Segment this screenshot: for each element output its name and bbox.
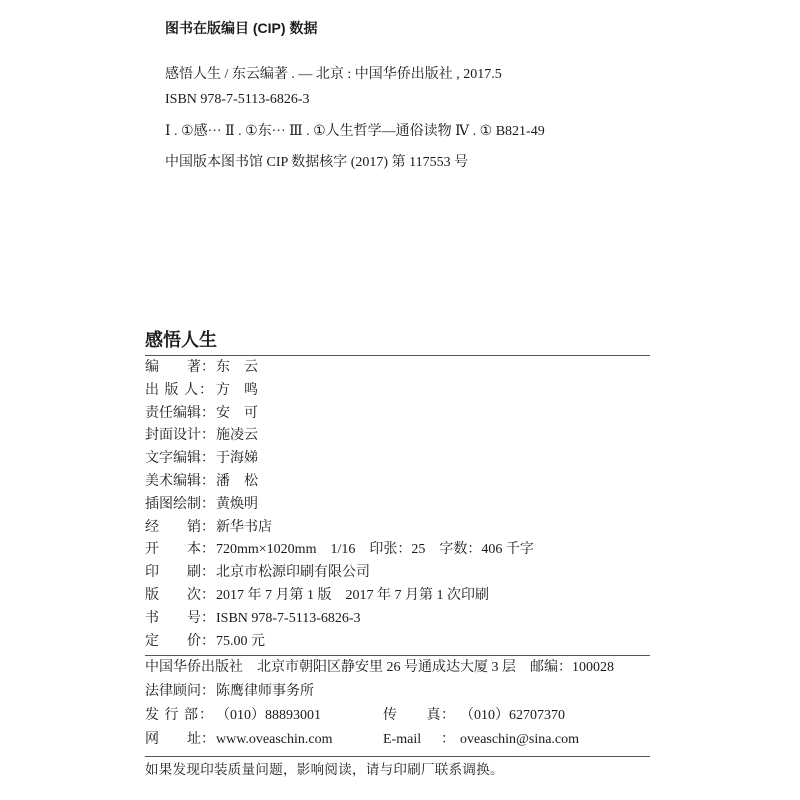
publisher-address: 中国华侨出版社 北京市朝阳区静安里 26 号通成达大厦 3 层 邮编：100028 xyxy=(145,660,614,675)
contact-web-row xyxy=(145,728,650,752)
credit-label: 插图绘制： xyxy=(145,496,215,512)
book-title: 感悟人生 xyxy=(145,330,217,350)
credit-label: 经 销： xyxy=(145,519,215,535)
credit-row-art-editor xyxy=(145,471,650,494)
credit-value: 潘 松 xyxy=(216,473,258,489)
credit-value: ISBN 978-7-5113-6826-3 xyxy=(216,610,361,626)
credit-value: 新华书店 xyxy=(216,519,272,535)
credit-value: 东 云 xyxy=(216,360,258,375)
credit-row-illustrator xyxy=(145,494,650,517)
credit-label: 开 本： xyxy=(145,542,215,558)
credit-value: 于海娣 xyxy=(216,451,258,467)
credit-label: 美术编辑： xyxy=(145,473,215,489)
credit-value: 方 鸣 xyxy=(216,382,258,398)
cip-verification-line: 中国版本图书馆 CIP 数据核字 (2017) 第 117553 号 xyxy=(165,155,469,170)
sales-dept-phone: （010）88893001 xyxy=(216,708,321,723)
fax-value: （010）62707370 xyxy=(460,708,565,723)
credit-value: 黄焕明 xyxy=(216,496,258,512)
email-label: E-mail： xyxy=(383,732,455,747)
cip-heading: 图书在版编目 (CIP) 数据 xyxy=(165,20,318,36)
credit-value: 安 可 xyxy=(216,405,258,421)
credit-value: 720mm×1020mm 1/16 印张：25 字数：406 千字 xyxy=(216,542,534,558)
credit-row-publisher-person xyxy=(145,380,650,403)
email-group xyxy=(383,728,579,752)
publisher-info xyxy=(145,656,650,752)
credit-label: 责任编辑： xyxy=(145,405,215,421)
credit-row-editor xyxy=(145,403,650,426)
credit-label: 出 版 人： xyxy=(145,382,213,398)
credit-label: 版 次： xyxy=(145,587,215,603)
publisher-address-row xyxy=(145,656,650,680)
credit-label: 定 价： xyxy=(145,633,215,649)
credit-row-text-editor xyxy=(145,448,650,471)
title-divider xyxy=(145,355,650,356)
credit-label: 文字编辑： xyxy=(145,451,215,467)
credit-row-author xyxy=(145,357,650,380)
cip-isbn-line: ISBN 978-7-5113-6826-3 xyxy=(165,92,310,107)
credits-list xyxy=(145,357,650,653)
website-label: 网 址： xyxy=(145,732,215,747)
credit-value: 北京市松源印刷有限公司 xyxy=(216,565,370,581)
credit-row-edition xyxy=(145,585,650,608)
email-value: oveaschin@sina.com xyxy=(460,732,580,747)
credit-label: 编 著： xyxy=(145,360,215,375)
publisher-divider xyxy=(145,756,650,757)
credit-value: 75.00 元 xyxy=(216,633,265,649)
credit-row-price xyxy=(145,631,650,654)
legal-advisor-label: 法律顾问： xyxy=(145,684,215,699)
legal-advisor-row xyxy=(145,680,650,704)
credit-row-format xyxy=(145,539,650,562)
print-quality-notice: 如果发现印装质量问题，影响阅读，请与印刷厂联系调换。 xyxy=(145,762,504,777)
fax-label: 传 真： xyxy=(383,708,455,723)
cip-catalog-line: 感悟人生 / 东云编著 . — 北京 : 中国华侨出版社 , 2017.5 xyxy=(165,67,502,82)
contact-phone-row xyxy=(145,704,650,728)
credit-row-cover-design xyxy=(145,425,650,448)
legal-advisor-value: 陈鹰律师事务所 xyxy=(216,684,314,699)
credit-label: 印 刷： xyxy=(145,565,215,581)
credit-row-isbn xyxy=(145,608,650,631)
credit-row-distributor xyxy=(145,517,650,540)
credit-label: 书 号： xyxy=(145,610,215,626)
credit-value: 施凌云 xyxy=(216,428,258,444)
cip-classification-line: Ⅰ . ①感··· Ⅱ . ①东··· Ⅲ . ①人生哲学—通俗读物 Ⅳ . ① B821-49 xyxy=(165,124,545,139)
credit-row-printer xyxy=(145,562,650,585)
fax-group xyxy=(383,704,565,728)
sales-dept-label: 发 行 部： xyxy=(145,708,213,723)
credit-label: 封面设计： xyxy=(145,428,215,444)
credit-value: 2017 年 7 月第 1 版 2017 年 7 月第 1 次印刷 xyxy=(216,587,489,603)
website-value: www.oveaschin.com xyxy=(216,732,333,747)
